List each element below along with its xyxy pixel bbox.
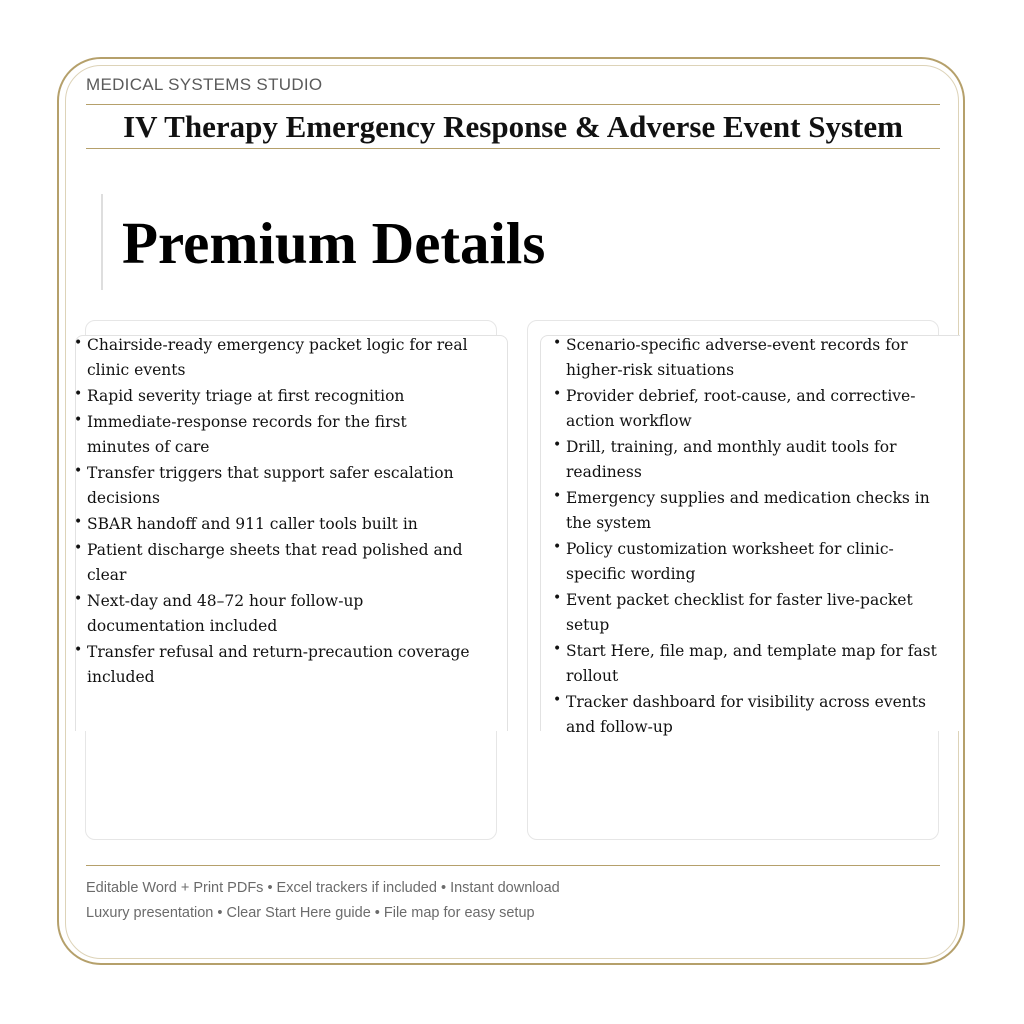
- list-item: • SBAR handoff and 911 caller tools built in: [74, 512, 472, 537]
- list-item: • Drill, training, and monthly audit tools for readiness: [553, 435, 943, 485]
- brand-label: MEDICAL SYSTEMS STUDIO: [86, 75, 323, 94]
- section-accent-bar: [101, 194, 103, 290]
- list-item: • Next-day and 48–72 hour follow-up documentation included: [74, 589, 472, 639]
- footer-rule: [86, 865, 940, 866]
- list-item: • Policy customization worksheet for clinic-specific wording: [553, 537, 943, 587]
- document-title: IV Therapy Emergency Response & Adverse Event System: [123, 109, 903, 144]
- left-feature-list: [74, 333, 472, 691]
- footer-line-2: Luxury presentation • Clear Start Here guide • File map for easy setup: [86, 905, 535, 921]
- header-top-rule: [86, 104, 940, 105]
- header-bottom-rule: [86, 148, 940, 149]
- list-item: • Provider debrief, root-cause, and corrective-action workflow: [553, 384, 943, 434]
- list-item: • Immediate-response records for the first minutes of care: [74, 410, 472, 460]
- list-item: • Transfer triggers that support safer escalation decisions: [74, 461, 472, 511]
- list-item: • Tracker dashboard for visibility across events and follow-up: [553, 690, 943, 740]
- list-item: • Patient discharge sheets that read polished and clear: [74, 538, 472, 588]
- section-title: Premium Details: [122, 210, 546, 276]
- list-item: • Scenario-specific adverse-event records for higher-risk situations: [553, 333, 943, 383]
- footer-line-1: Editable Word + Print PDFs • Excel trackers if included • Instant download: [86, 880, 560, 896]
- list-item: • Emergency supplies and medication checks in the system: [553, 486, 943, 536]
- right-feature-list: [553, 333, 943, 741]
- list-item: • Chairside-ready emergency packet logic for real clinic events: [74, 333, 472, 383]
- list-item: • Start Here, file map, and template map for fast rollout: [553, 639, 943, 689]
- list-item: • Event packet checklist for faster live-packet setup: [553, 588, 943, 638]
- list-item: • Transfer refusal and return-precaution coverage included: [74, 640, 472, 690]
- list-item: • Rapid severity triage at first recognition: [74, 384, 472, 409]
